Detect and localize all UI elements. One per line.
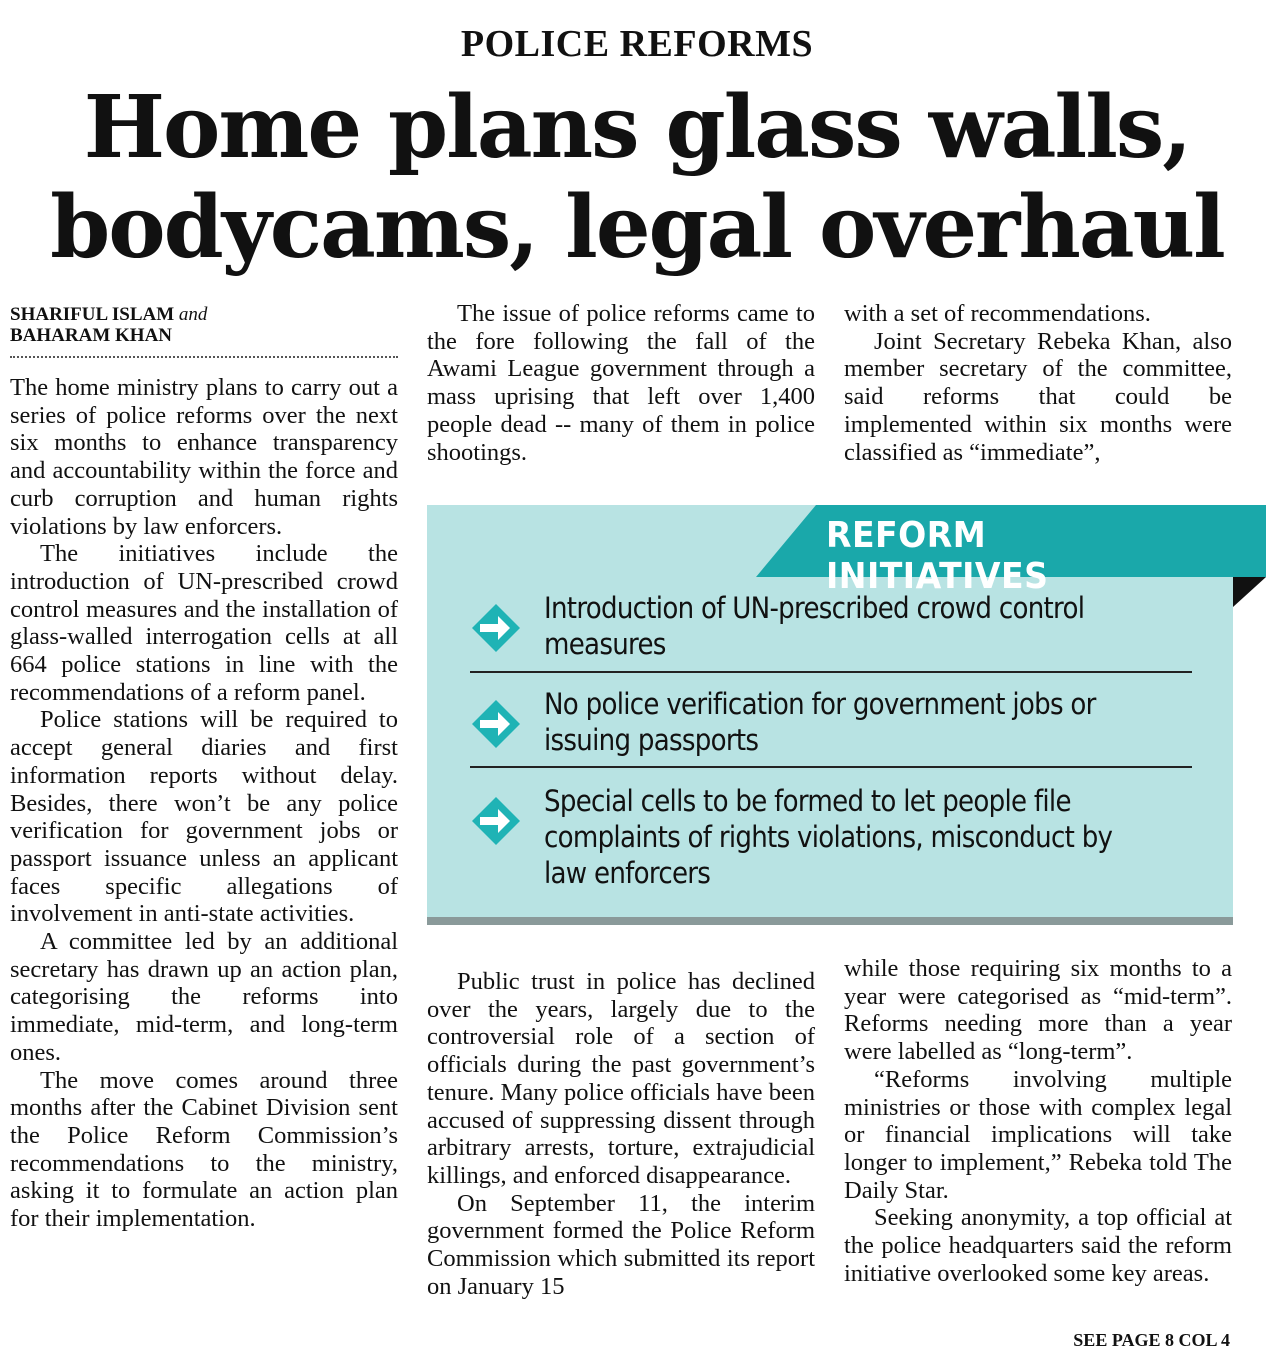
headline-line-1: Home plans glass walls, [83,77,1191,178]
paragraph: Police stations will be required to accept general diaries and first information reports without delay. Besides, there won’t be any police verification for government jobs or passport issuance unless an applicant faces specific allegations of involvement in anti-state activities. [10,706,398,928]
column-2-bottom [427,968,815,1300]
reform-item-text: Introduction of UN-prescribed crowd control measures [544,591,1085,661]
paragraph: A committee led by an additional secretary has drawn up an action plan, categorising the reforms into immediate, mid-term, and long-term ones. [10,928,398,1066]
column-3-bottom [844,955,1232,1287]
reform-item-text: Special cells to be formed to let people file complaints of rights violations, misconduct by law enforcers [544,784,1113,890]
byline-author-2: BAHARAM KHAN [10,325,173,346]
paragraph: Seeking anonymity, a top official at the police headquarters said the reform initiative overlooked some key areas. [844,1204,1232,1287]
byline-author-1: SHARIFUL ISLAM [10,304,175,325]
byline [10,304,400,346]
paragraph: Joint Secretary Rebeka Khan, also member secretary of the committee, said reforms that could be implemented within six months were classified as “immediate”, [844,327,1232,466]
byline-divider [10,356,398,358]
kicker: POLICE REFORMS [460,23,814,65]
paragraph: The issue of police reforms came to the fore following the fall of the Awami League government through a mass uprising that left over 1,400 people dead -- many of them in police shootings. [427,300,815,466]
reform-title: REFORM INITIATIVES [826,515,1049,597]
paragraph: Public trust in police has declined over the years, largely due to the controversial role of a section of officials during the past government’s tenure. Many police officials have been accused of suppressing dissent through arbitrary arrests, torture, extrajudicial killings, and enforced disappearance. [427,968,815,1189]
paragraph: The move comes around three months after the Cabinet Division sent the Police Reform Commission’s recommendations to the ministry, asking it to formulate an action plan for their implementation. [10,1066,398,1233]
paragraph: while those requiring six months to a year were categorised as “mid-term”. Reforms needing more than a year were labelled as “long-term”. [844,955,1232,1066]
headline [0,78,1274,278]
column-1 [10,374,398,1233]
paragraph: with a set of recommendations. [844,300,1151,327]
reform-divider [470,766,1192,768]
arrow-right-diamond-icon [470,795,522,847]
arrow-right-diamond-icon [470,602,522,654]
byline-and: and [178,304,208,325]
paragraph: The initiatives include the introduction of UN-prescribed crowd control measures and the installation of glass-walled interrogation cells at all 664 police stations in line with the recommendations of a reform panel. [10,540,398,706]
continued-reference: SEE PAGE 8 COL 4 [1073,1330,1230,1350]
banner-fold [1233,577,1266,607]
column-3-top [844,300,1232,466]
headline-line-2: bodycams, legal overhaul [50,177,1224,278]
reform-divider [470,671,1192,673]
arrow-right-diamond-icon [470,698,522,750]
reform-box-shadow [427,917,1233,925]
paragraph: The home ministry plans to carry out a series of police reforms over the next six months to enhance transparency and accountability within the force and curb corruption and human rights violations by law enforcers. [10,374,398,540]
reform-item-text: No police verification for government jobs or issuing passports [544,687,1096,757]
column-2-top [427,300,815,466]
paragraph: On September 11, the interim government formed the Police Reform Commission which submitted its report on January 15 [427,1189,815,1300]
paragraph: “Reforms involving multiple ministries or those with complex legal or financial implications will take longer to implement,” Rebeka told The Daily Star. [844,1065,1232,1204]
